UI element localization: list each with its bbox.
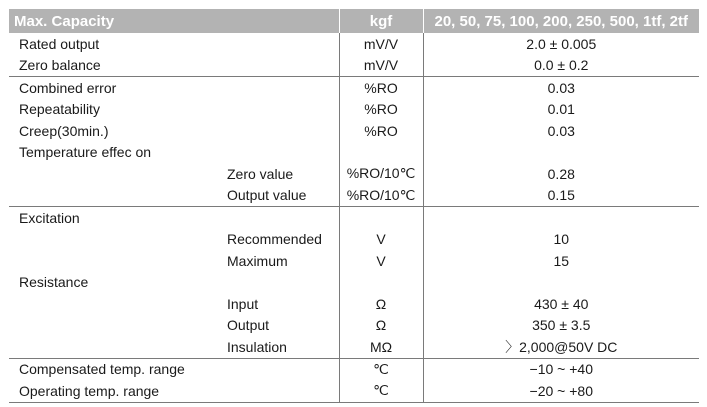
param-value: 0.03	[547, 122, 575, 139]
param-unit: mV/V	[339, 33, 423, 55]
param-value	[423, 142, 699, 164]
param-value: 15	[553, 252, 570, 269]
header-capacity: Max. Capacity	[9, 9, 339, 33]
param-unit: %RO	[339, 77, 423, 99]
header-unit: kgf	[339, 9, 423, 33]
table-row	[9, 336, 699, 358]
table-row	[9, 55, 699, 77]
table-row	[9, 142, 699, 164]
param-unit: %RO	[339, 99, 423, 121]
param-value: 0.03	[423, 77, 699, 99]
param-name: Temperature effec on	[19, 144, 152, 161]
param-value: −10 ~ +40	[423, 358, 699, 380]
table-row	[9, 185, 699, 207]
param-unit: %RO	[339, 120, 423, 142]
param-sub	[213, 207, 339, 229]
table-row	[9, 229, 699, 251]
param-name: Creep(30min.)	[19, 122, 109, 139]
param-value: 2.0 ± 0.005	[526, 35, 597, 52]
param-value: 〉2,000@50V DC	[505, 338, 618, 355]
param-sub: Maximum	[227, 252, 288, 269]
param-sub: Zero value	[227, 165, 294, 182]
param-name: Compensated temp. range	[9, 358, 213, 380]
table-row	[9, 77, 699, 99]
param-unit: V	[339, 229, 423, 251]
param-sub: Insulation	[227, 338, 287, 355]
param-sub: Output value	[227, 187, 307, 204]
param-sub	[213, 272, 339, 294]
table-row	[9, 120, 699, 142]
table-row	[9, 207, 699, 229]
param-unit	[339, 142, 423, 164]
table-row	[9, 99, 699, 121]
header-values: 20, 50, 75, 100, 200, 250, 500, 1tf, 2tf	[423, 9, 699, 33]
header-row	[9, 9, 699, 33]
param-name: Excitation	[9, 207, 213, 229]
param-value: 10	[553, 231, 570, 248]
param-name	[9, 163, 213, 185]
param-unit: ℃	[339, 380, 423, 402]
table-row	[9, 163, 699, 185]
table-row	[9, 272, 699, 294]
param-name	[9, 250, 213, 272]
param-name: Repeatability	[19, 101, 100, 118]
param-value: 0.0 ± 0.2	[534, 57, 589, 74]
param-name	[9, 293, 213, 315]
param-name	[9, 315, 213, 337]
param-value: 350 ± 3.5	[532, 317, 591, 334]
param-unit: mV/V	[339, 55, 423, 77]
param-sub	[213, 380, 339, 402]
table-row	[9, 358, 699, 380]
param-name: Operating temp. range	[9, 380, 213, 402]
param-sub	[213, 77, 339, 99]
spec-table	[9, 9, 699, 403]
param-unit: %RO/10℃	[339, 185, 423, 207]
param-unit	[339, 272, 423, 294]
param-name	[9, 229, 213, 251]
param-value: 0.01	[547, 101, 575, 118]
param-name: Rated output	[19, 35, 100, 52]
param-sub: Recommended	[227, 231, 322, 248]
param-name: Combined error	[9, 77, 213, 99]
param-unit: Ω	[339, 315, 423, 337]
param-value: 0.28	[547, 165, 575, 182]
table-row	[9, 380, 699, 402]
param-sub	[213, 358, 339, 380]
param-name	[9, 336, 213, 358]
param-unit: Ω	[339, 293, 423, 315]
param-name: Zero balance	[19, 57, 101, 74]
param-value: 430 ± 40	[534, 295, 589, 312]
param-unit: MΩ	[339, 336, 423, 358]
param-value	[423, 272, 699, 294]
param-unit: %RO/10℃	[339, 163, 423, 185]
param-unit	[339, 207, 423, 229]
param-value: 0.15	[547, 187, 575, 204]
table-row	[9, 315, 699, 337]
table-row	[9, 33, 699, 55]
table-row	[9, 250, 699, 272]
param-unit: ℃	[339, 358, 423, 380]
param-sub	[213, 142, 339, 164]
param-sub: Input	[227, 295, 259, 312]
param-sub	[213, 55, 339, 77]
param-name: Resistance	[19, 274, 89, 291]
param-sub	[213, 99, 339, 121]
param-value	[423, 207, 699, 229]
param-unit: V	[339, 250, 423, 272]
param-value: −20 ~ +80	[423, 380, 699, 402]
param-name	[9, 185, 213, 207]
param-sub	[213, 120, 339, 142]
param-sub: Output	[227, 317, 270, 334]
param-sub	[213, 33, 339, 55]
table-row	[9, 293, 699, 315]
